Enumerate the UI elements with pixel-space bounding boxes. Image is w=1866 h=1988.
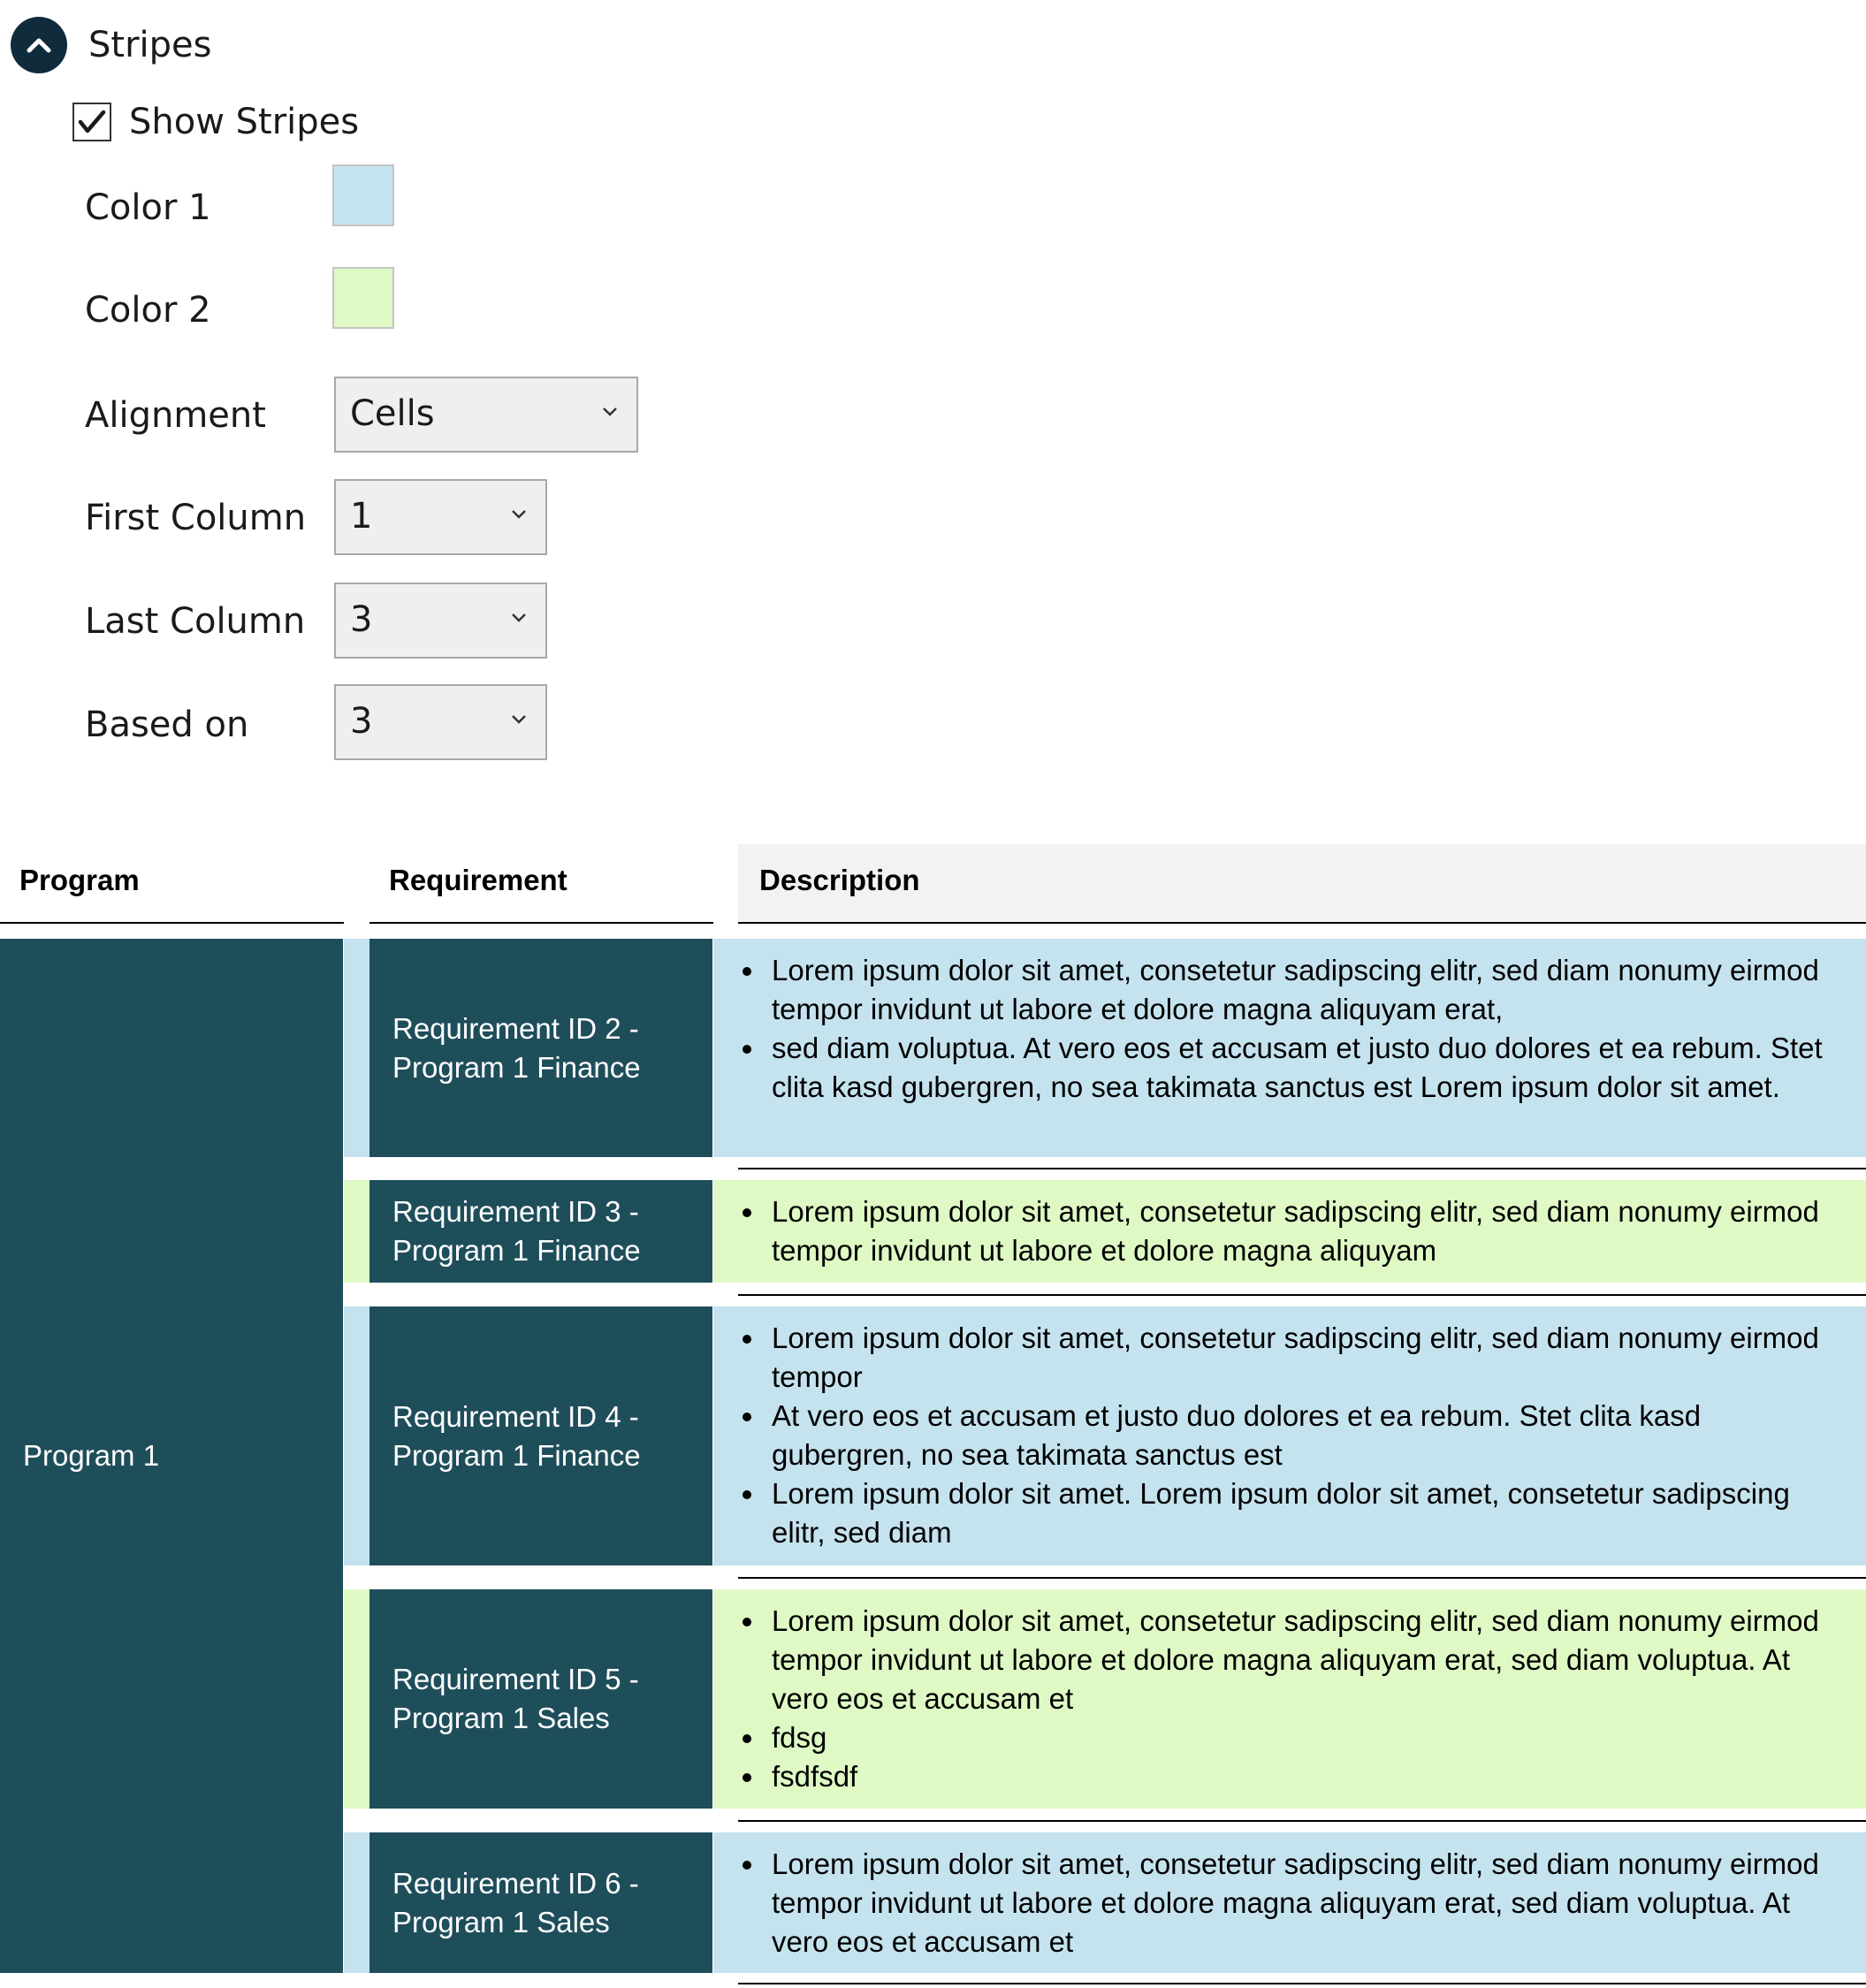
last-column-dropdown[interactable] (334, 583, 547, 659)
list-item: • sed diam voluptua. At vero eos et accusam et justo duo dolores et ea rebum. Stet clita kasd gubergren, no sea takimata sanctus est Lorem ipsum dolor sit amet. (766, 1029, 1848, 1107)
description-cell (713, 1832, 1866, 1973)
row-stripe (344, 939, 369, 1157)
table-row (369, 1180, 712, 1283)
based-on-label: Based on (85, 705, 249, 745)
section-title: Stripes (88, 25, 212, 65)
row-divider (738, 1294, 1866, 1296)
row-stripe (344, 1832, 369, 1973)
requirement-program: Program 1 Finance (392, 1438, 641, 1472)
program-cell (0, 939, 343, 1973)
program-name: Program 1 (23, 1439, 160, 1472)
description-cell (713, 1589, 1866, 1809)
list-item: • fsdfsdf (766, 1757, 1848, 1796)
based-on-dropdown[interactable] (334, 684, 547, 760)
header-requirement: Requirement (369, 844, 713, 924)
alignment-value: Cells (350, 393, 435, 434)
description-cell (713, 1180, 1866, 1283)
description-cell (713, 1306, 1866, 1565)
list-item: • At vero eos et accusam et justo duo dolores et ea rebum. Stet clita kasd gubergren, no sea takimata sanctus est (766, 1397, 1848, 1474)
table-row (369, 1306, 712, 1565)
alignment-label: Alignment (85, 395, 266, 436)
show-stripes-checkbox[interactable] (72, 103, 111, 141)
show-stripes-label: Show Stripes (129, 102, 360, 142)
list-item: • Lorem ipsum dolor sit amet, consetetur sadipscing elitr, sed diam nonumy eirmod tempor invidunt ut labore et dolore magna aliquyam erat, (766, 951, 1848, 1029)
last-column-value: 3 (350, 599, 373, 640)
row-stripe (344, 1589, 369, 1809)
collapse-section-button[interactable] (11, 17, 67, 73)
first-column-dropdown[interactable] (334, 479, 547, 555)
color2-label: Color 2 (85, 290, 211, 331)
table-row (369, 1832, 712, 1973)
row-divider (738, 1983, 1866, 1984)
requirement-id: Requirement ID 6 - (392, 1866, 639, 1900)
requirement-id: Requirement ID 2 - (392, 1011, 639, 1045)
last-column-label: Last Column (85, 601, 306, 642)
row-stripe (344, 1180, 369, 1283)
table-row (369, 1589, 712, 1809)
requirement-program: Program 1 Sales (392, 1702, 610, 1734)
first-column-label: First Column (85, 498, 307, 538)
based-on-value: 3 (350, 701, 373, 742)
stripes-section-header (11, 16, 211, 74)
list-item: • Lorem ipsum dolor sit amet, consetetur sadipscing elitr, sed diam nonumy eirmod tempor (766, 1319, 1848, 1397)
first-column-value: 1 (350, 496, 373, 537)
alignment-dropdown[interactable] (334, 377, 638, 453)
chevron-up-icon (26, 36, 52, 54)
requirement-program: Program 1 Sales (392, 1905, 610, 1938)
description-cell (713, 939, 1866, 1157)
list-item: • fdsg (766, 1718, 1848, 1757)
header-program: Program (0, 844, 344, 924)
row-divider (738, 1577, 1866, 1579)
checkmark-icon (77, 109, 107, 135)
chevron-down-icon (510, 507, 528, 520)
requirement-id: Requirement ID 3 - (392, 1195, 639, 1228)
color2-swatch[interactable] (332, 267, 394, 329)
row-divider (738, 1168, 1866, 1169)
row-stripe (344, 1306, 369, 1565)
color1-swatch[interactable] (332, 164, 394, 226)
color1-label: Color 1 (85, 187, 211, 228)
table-row (369, 939, 712, 1157)
header-description: Description (738, 844, 1866, 924)
list-item: • Lorem ipsum dolor sit amet. Lorem ipsum dolor sit amet, consetetur sadipscing elitr, sed diam (766, 1474, 1848, 1552)
requirement-program: Program 1 Finance (392, 1234, 641, 1267)
row-divider (738, 1820, 1866, 1822)
requirement-id: Requirement ID 4 - (392, 1399, 639, 1433)
requirement-id: Requirement ID 5 - (392, 1663, 639, 1695)
requirement-program: Program 1 Finance (392, 1050, 641, 1084)
show-stripes-toggle[interactable] (72, 99, 359, 145)
chevron-down-icon (601, 405, 619, 417)
list-item: • Lorem ipsum dolor sit amet, consetetur sadipscing elitr, sed diam nonumy eirmod tempor invidunt ut labore et dolore magna aliquyam erat, sed diam voluptua. At vero eos et accusam et (766, 1845, 1848, 1961)
list-item: • Lorem ipsum dolor sit amet, consetetur sadipscing elitr, sed diam nonumy eirmod tempor invidunt ut labore et dolore magna aliquyam erat, sed diam voluptua. At vero eos et accusam et (766, 1602, 1848, 1718)
list-item: • Lorem ipsum dolor sit amet, consetetur sadipscing elitr, sed diam nonumy eirmod tempor invidunt ut labore et dolore magna aliquyam (766, 1192, 1848, 1270)
chevron-down-icon (510, 611, 528, 623)
chevron-down-icon (510, 712, 528, 725)
